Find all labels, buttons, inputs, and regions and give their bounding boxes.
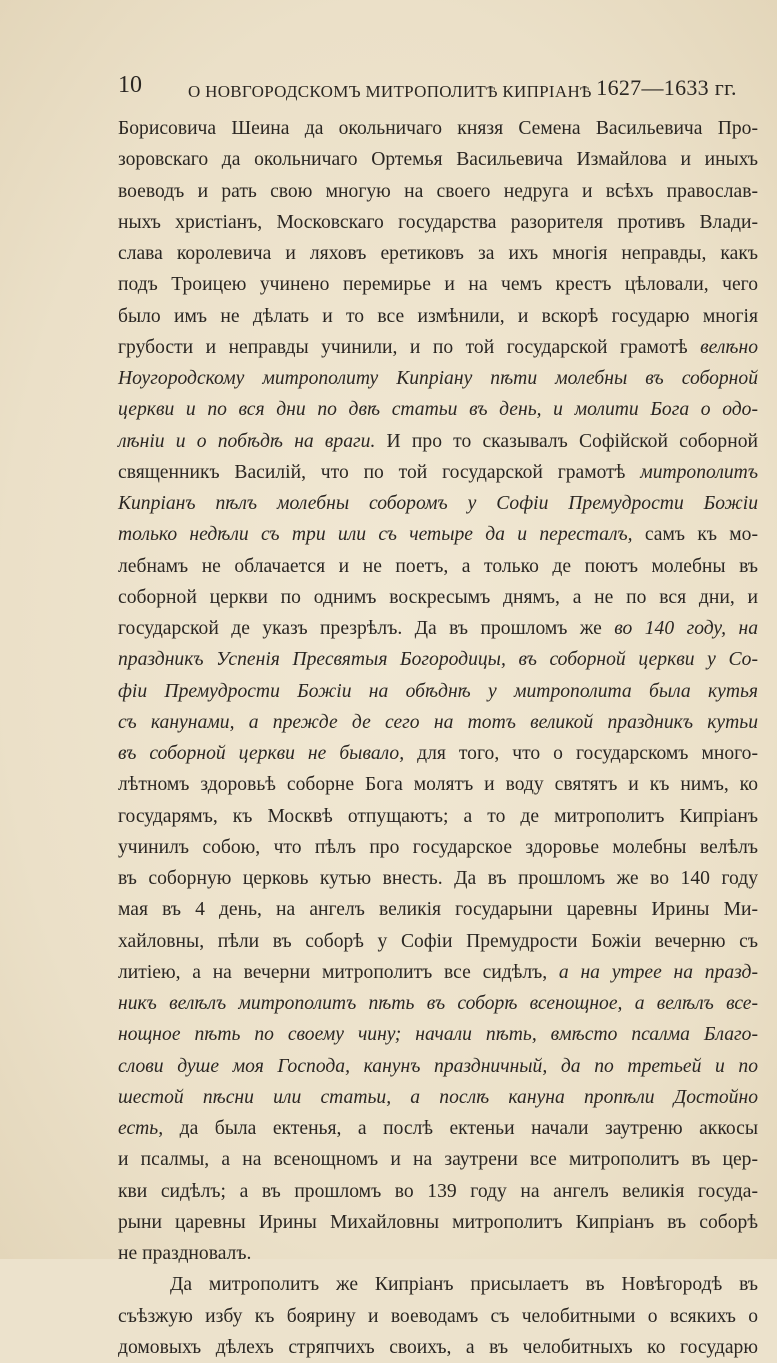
text-segment: грубости и неправды учинили, и по той государской грамотѣ (118, 336, 701, 358)
text-segment: Борисовича Шеина да окольничаго князя Семена Васильевича Про- (118, 118, 758, 139)
text-line (118, 707, 758, 738)
page-number: 10 (118, 72, 142, 98)
body-text (118, 113, 758, 1363)
italic-quote-segment: Ноугородскому митрополиту Кипріану пѣти молебны въ соборной (118, 368, 758, 389)
text-segment: Да митрополитъ же Кипріанъ присылаетъ въ Новѣгородѣ въ (170, 1274, 758, 1296)
text-line (118, 1269, 758, 1300)
text-segment: кви сидѣлъ; а въ прошломъ во 139 году на ангелъ великія госуда- (118, 1180, 758, 1202)
text-line (118, 269, 758, 300)
text-line (118, 144, 758, 175)
text-line (118, 176, 758, 207)
text-line (118, 426, 758, 457)
text-segment: самъ къ мо- (632, 524, 759, 546)
text-line (118, 1113, 758, 1144)
text-line (118, 863, 758, 894)
text-segment: государской де указъ презрѣлъ. Да въ прошломъ же (118, 618, 615, 639)
text-line (118, 301, 758, 332)
italic-quote-segment: во 140 году, на (614, 618, 758, 639)
italic-quote-segment: есть, (118, 1118, 164, 1139)
text-segment: воеводъ и рать свою многую на своего недруга и всѣхъ православ- (118, 180, 758, 202)
page-header (118, 72, 758, 102)
italic-quote-segment: велѣно (700, 336, 758, 358)
text-segment: ныхъ христіанъ, Московскаго государства разорителя противъ Влади- (118, 211, 758, 233)
text-line (118, 1238, 758, 1269)
text-segment: учинилъ собою, что пѣлъ про государское здоровье молебны велѣлъ (118, 836, 758, 858)
text-line (118, 394, 758, 425)
text-segment: подъ Троицею учинено перемирье и на чемъ крестъ цѣловали, чего (118, 274, 758, 296)
text-line (118, 957, 758, 988)
italic-quote-segment: никъ велѣлъ митрополитъ пѣть въ соборѣ всенощное, а велѣлъ все- (118, 993, 758, 1014)
text-line (118, 769, 758, 800)
text-line (118, 1144, 758, 1175)
text-segment: для того, что о государскомъ много- (404, 743, 758, 764)
text-line (118, 1332, 758, 1363)
italic-quote-segment: фіи Премудрости Божіи на обѣднѣ у митрополита была кутья (118, 680, 758, 702)
text-line (118, 332, 758, 363)
text-segment: лѣтномъ здоровьѣ соборне Бога молятъ и воду святятъ и къ нимъ, ко (118, 774, 758, 796)
text-segment: зоровскаго да окольничаго Ортемья Васильевича Измайлова и иныхъ (118, 149, 758, 171)
text-segment: не праздновалъ. (118, 1243, 252, 1264)
running-head-title: О НОВГОРОДСКОМЪ МИТРОПОЛИТѢ КИПРІАНѢ (188, 82, 597, 101)
text-line (118, 738, 758, 769)
text-line (118, 238, 758, 269)
italic-quote-segment: церкви и по вся дни по двѣ статьи въ день, и молити Бога о одо- (118, 399, 758, 421)
text-line (118, 363, 758, 394)
text-segment: домовыхъ дѣлехъ стряпчихъ своихъ, а въ челобитныхъ ко государю (118, 1336, 758, 1358)
italic-quote-segment: праздникъ Успенія Пресвятыя Богородицы, въ соборной церкви у Со- (118, 649, 758, 671)
text-line (118, 113, 758, 144)
running-head (188, 77, 737, 103)
text-line (118, 644, 758, 675)
text-line (118, 582, 758, 613)
text-segment: государямъ, къ Москвѣ отпущаютъ; а то де митрополитъ Кипріанъ (118, 805, 758, 827)
running-head-years: 1627—1633 гг. (596, 75, 737, 100)
text-segment: да была ектенья, а послѣ ектеньи начали заутреню аккосы (163, 1118, 758, 1139)
italic-quote-segment: слови душе моя Господа, канунъ праздничный, да по третьей и по (118, 1055, 758, 1077)
text-line (118, 1176, 758, 1207)
italic-quote-segment: начали пѣть, вмѣсто псалма Благо- (415, 1024, 758, 1046)
text-line (118, 457, 758, 488)
text-segment: мая въ 4 день, на ангелъ великія государыни царевны Ирины Ми- (118, 899, 758, 921)
text-segment: слава королевича и ляховъ еретиковъ за ихъ многія неправды, какъ (118, 243, 758, 264)
italic-quote-segment: шестой пѣсни или статьи, а послѣ кануна пропѣли Достойно (118, 1086, 758, 1108)
text-line (118, 894, 758, 925)
text-line (118, 1019, 758, 1050)
text-segment: и псалмы, а на всенощномъ и на заутрени все митрополитъ въ цер- (118, 1149, 758, 1171)
text-segment: хайловны, пѣли въ соборѣ у Софіи Премудрости Божіи вечерню съ (118, 930, 758, 952)
italic-quote-segment: лѣніи и о побѣдѣ на враги. (118, 430, 376, 452)
text-line (118, 551, 758, 582)
text-line (118, 207, 758, 238)
text-line (118, 1301, 758, 1332)
text-line (118, 676, 758, 707)
text-segment: литіею, а на вечерни митрополитъ все сидѣлъ, (118, 961, 559, 983)
text-line (118, 488, 758, 519)
text-segment (401, 1024, 415, 1045)
italic-quote-segment: Кипріанъ пѣлъ молебны соборомъ у Софіи Премудрости Божіи (118, 493, 758, 514)
text-segment: съѣзжую избу къ боярину и воеводамъ съ челобитными о всякихъ о (118, 1305, 758, 1327)
text-line (118, 1082, 758, 1113)
text-segment: И про то сказывалъ Софійской соборной (375, 430, 758, 452)
text-line (118, 519, 758, 550)
text-line (118, 832, 758, 863)
text-segment: лебнамъ не облачается и не поетъ, а только де поютъ молебны въ (118, 555, 758, 577)
text-segment: въ соборную церковь кутью внесть. Да въ прошломъ же во 140 году (118, 868, 758, 889)
italic-quote-segment: съ канунами, а прежде де сего на тотъ великой праздникъ кутьи (118, 711, 758, 733)
text-segment: священникъ Василій, что по той государской грамотѣ (118, 461, 641, 483)
text-line (118, 988, 758, 1019)
text-line (118, 926, 758, 957)
text-line (118, 1207, 758, 1238)
italic-quote-segment: нощное пѣть по своему чину; (118, 1024, 402, 1046)
text-line (118, 801, 758, 832)
italic-quote-segment: митрополитъ (640, 461, 758, 483)
text-line (118, 613, 758, 644)
text-line (118, 1051, 758, 1082)
text-segment: соборной церкви по однимъ воскресымъ днямъ, а не по вся дни, и (118, 586, 758, 608)
text-segment: было имъ не дѣлать и то все измѣнили, и вскорѣ государю многія (118, 305, 758, 327)
text-segment: рыни царевны Ирины Михайловны митрополитъ Кипріанъ въ соборѣ (118, 1211, 758, 1233)
italic-quote-segment: а на утрее на празд- (558, 961, 758, 983)
italic-quote-segment: только недѣли съ три или съ четыре да и пересталъ, (118, 524, 633, 546)
italic-quote-segment: въ соборной церкви не бывало, (118, 743, 405, 764)
